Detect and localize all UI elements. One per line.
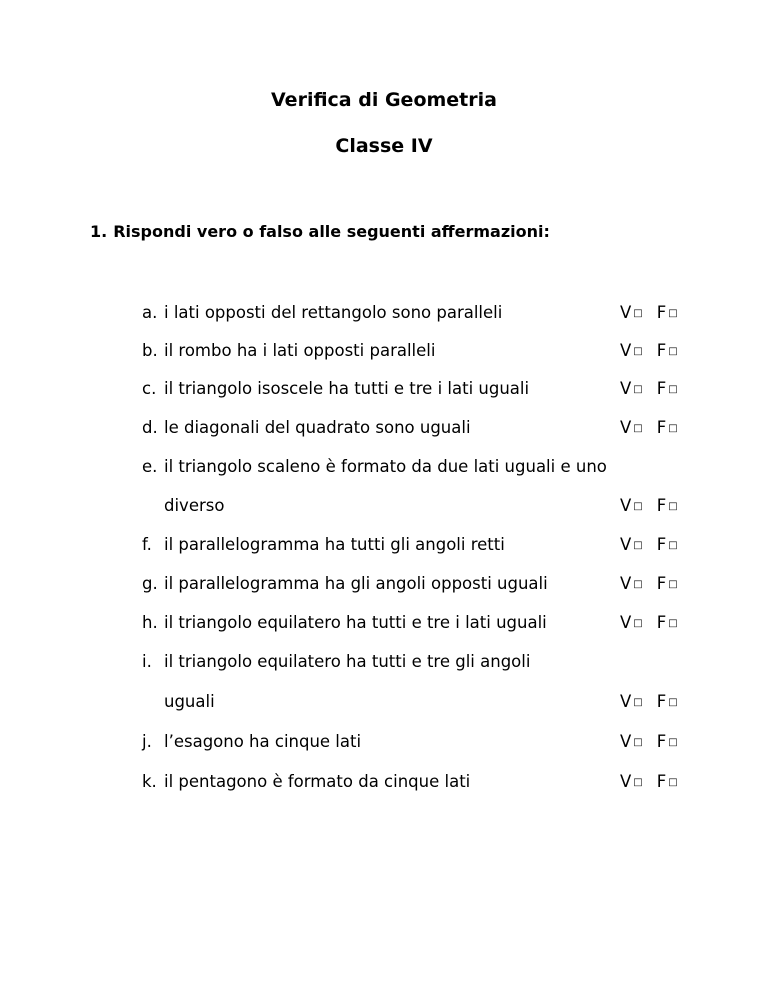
statement-text: l’esagono ha cinque lati <box>164 732 362 751</box>
false-label: F <box>656 613 667 632</box>
false-label: F <box>656 303 667 322</box>
statement-text: il triangolo isoscele ha tutti e tre i lati uguali <box>164 379 530 398</box>
true-label: V <box>620 732 632 751</box>
true-label: V <box>620 574 632 593</box>
statement-e-continuation: diverso <box>164 496 225 515</box>
statement-letter: j. <box>142 732 152 751</box>
false-checkbox[interactable]: □ <box>668 777 678 788</box>
statement-e <box>142 457 607 476</box>
statement-letter: d. <box>142 418 158 437</box>
statement-i-continuation: uguali <box>164 692 215 711</box>
statement-text: il pentagono è formato da cinque lati <box>164 772 471 791</box>
statement-text: il parallelogramma ha tutti gli angoli retti <box>164 535 505 554</box>
statement-a <box>142 303 502 322</box>
true-checkbox[interactable]: □ <box>633 737 643 748</box>
statement-i <box>142 652 530 671</box>
false-checkbox[interactable]: □ <box>668 579 678 590</box>
question-number: 1. <box>90 222 108 241</box>
statement-text: il triangolo equilatero ha tutti e tre gli angoli <box>164 652 531 671</box>
true-false-k[interactable] <box>620 772 678 791</box>
true-false-a[interactable] <box>620 303 678 322</box>
true-label: V <box>620 535 632 554</box>
true-false-d[interactable] <box>620 418 678 437</box>
statement-j <box>142 732 361 751</box>
page-title: Verifica di Geometria <box>271 89 497 111</box>
statement-text: il rombo ha i lati opposti paralleli <box>164 341 436 360</box>
statement-text: il parallelogramma ha gli angoli opposti uguali <box>164 574 548 593</box>
true-label: V <box>620 341 632 360</box>
true-label: V <box>620 303 632 322</box>
false-label: F <box>656 341 667 360</box>
statement-letter: k. <box>142 772 157 791</box>
statement-text: il triangolo equilatero ha tutti e tre i lati uguali <box>164 613 547 632</box>
false-label: F <box>656 418 667 437</box>
true-checkbox[interactable]: □ <box>633 423 643 434</box>
false-checkbox[interactable]: □ <box>668 618 678 629</box>
true-false-j[interactable] <box>620 732 678 751</box>
statement-text: le diagonali del quadrato sono uguali <box>164 418 471 437</box>
false-checkbox[interactable]: □ <box>668 423 678 434</box>
true-checkbox[interactable]: □ <box>633 384 643 395</box>
false-label: F <box>656 535 667 554</box>
true-label: V <box>620 496 632 515</box>
false-label: F <box>656 574 667 593</box>
false-checkbox[interactable]: □ <box>668 737 678 748</box>
statement-text: i lati opposti del rettangolo sono paralleli <box>164 303 503 322</box>
true-false-f[interactable] <box>620 535 678 554</box>
true-checkbox[interactable]: □ <box>633 540 643 551</box>
true-false-h[interactable] <box>620 613 678 632</box>
true-checkbox[interactable]: □ <box>633 346 643 357</box>
statement-letter: b. <box>142 341 158 360</box>
true-checkbox[interactable]: □ <box>633 618 643 629</box>
question-heading <box>90 222 550 241</box>
true-label: V <box>620 613 632 632</box>
false-label: F <box>656 732 667 751</box>
statement-d <box>142 418 471 437</box>
statement-letter: g. <box>142 574 158 593</box>
statement-text: il triangolo scaleno è formato da due lati uguali e uno <box>164 457 607 476</box>
false-checkbox[interactable]: □ <box>668 346 678 357</box>
true-false-c[interactable] <box>620 379 678 398</box>
statement-letter: h. <box>142 613 158 632</box>
false-label: F <box>656 692 667 711</box>
false-checkbox[interactable]: □ <box>668 697 678 708</box>
statement-letter: i. <box>142 652 152 671</box>
class-subtitle: Classe IV <box>335 135 433 157</box>
true-checkbox[interactable]: □ <box>633 697 643 708</box>
true-label: V <box>620 692 632 711</box>
statement-c <box>142 379 529 398</box>
statement-letter: e. <box>142 457 158 476</box>
statement-letter: f. <box>142 535 152 554</box>
true-false-g[interactable] <box>620 574 678 593</box>
true-checkbox[interactable]: □ <box>633 308 643 319</box>
true-false-e[interactable] <box>620 496 678 515</box>
false-checkbox[interactable]: □ <box>668 308 678 319</box>
true-label: V <box>620 772 632 791</box>
statement-k <box>142 772 470 791</box>
true-checkbox[interactable]: □ <box>633 777 643 788</box>
statement-g <box>142 574 548 593</box>
false-checkbox[interactable]: □ <box>668 540 678 551</box>
question-text: Rispondi vero o falso alle seguenti affermazioni: <box>113 222 550 241</box>
true-label: V <box>620 379 632 398</box>
true-checkbox[interactable]: □ <box>633 579 643 590</box>
statement-f <box>142 535 505 554</box>
statement-h <box>142 613 547 632</box>
true-false-b[interactable] <box>620 341 678 360</box>
true-checkbox[interactable]: □ <box>633 501 643 512</box>
statement-b <box>142 341 435 360</box>
false-checkbox[interactable]: □ <box>668 384 678 395</box>
false-label: F <box>656 772 667 791</box>
false-label: F <box>656 379 667 398</box>
false-label: F <box>656 496 667 515</box>
true-false-i[interactable] <box>620 692 678 711</box>
statement-letter: a. <box>142 303 158 322</box>
statement-letter: c. <box>142 379 157 398</box>
false-checkbox[interactable]: □ <box>668 501 678 512</box>
true-label: V <box>620 418 632 437</box>
